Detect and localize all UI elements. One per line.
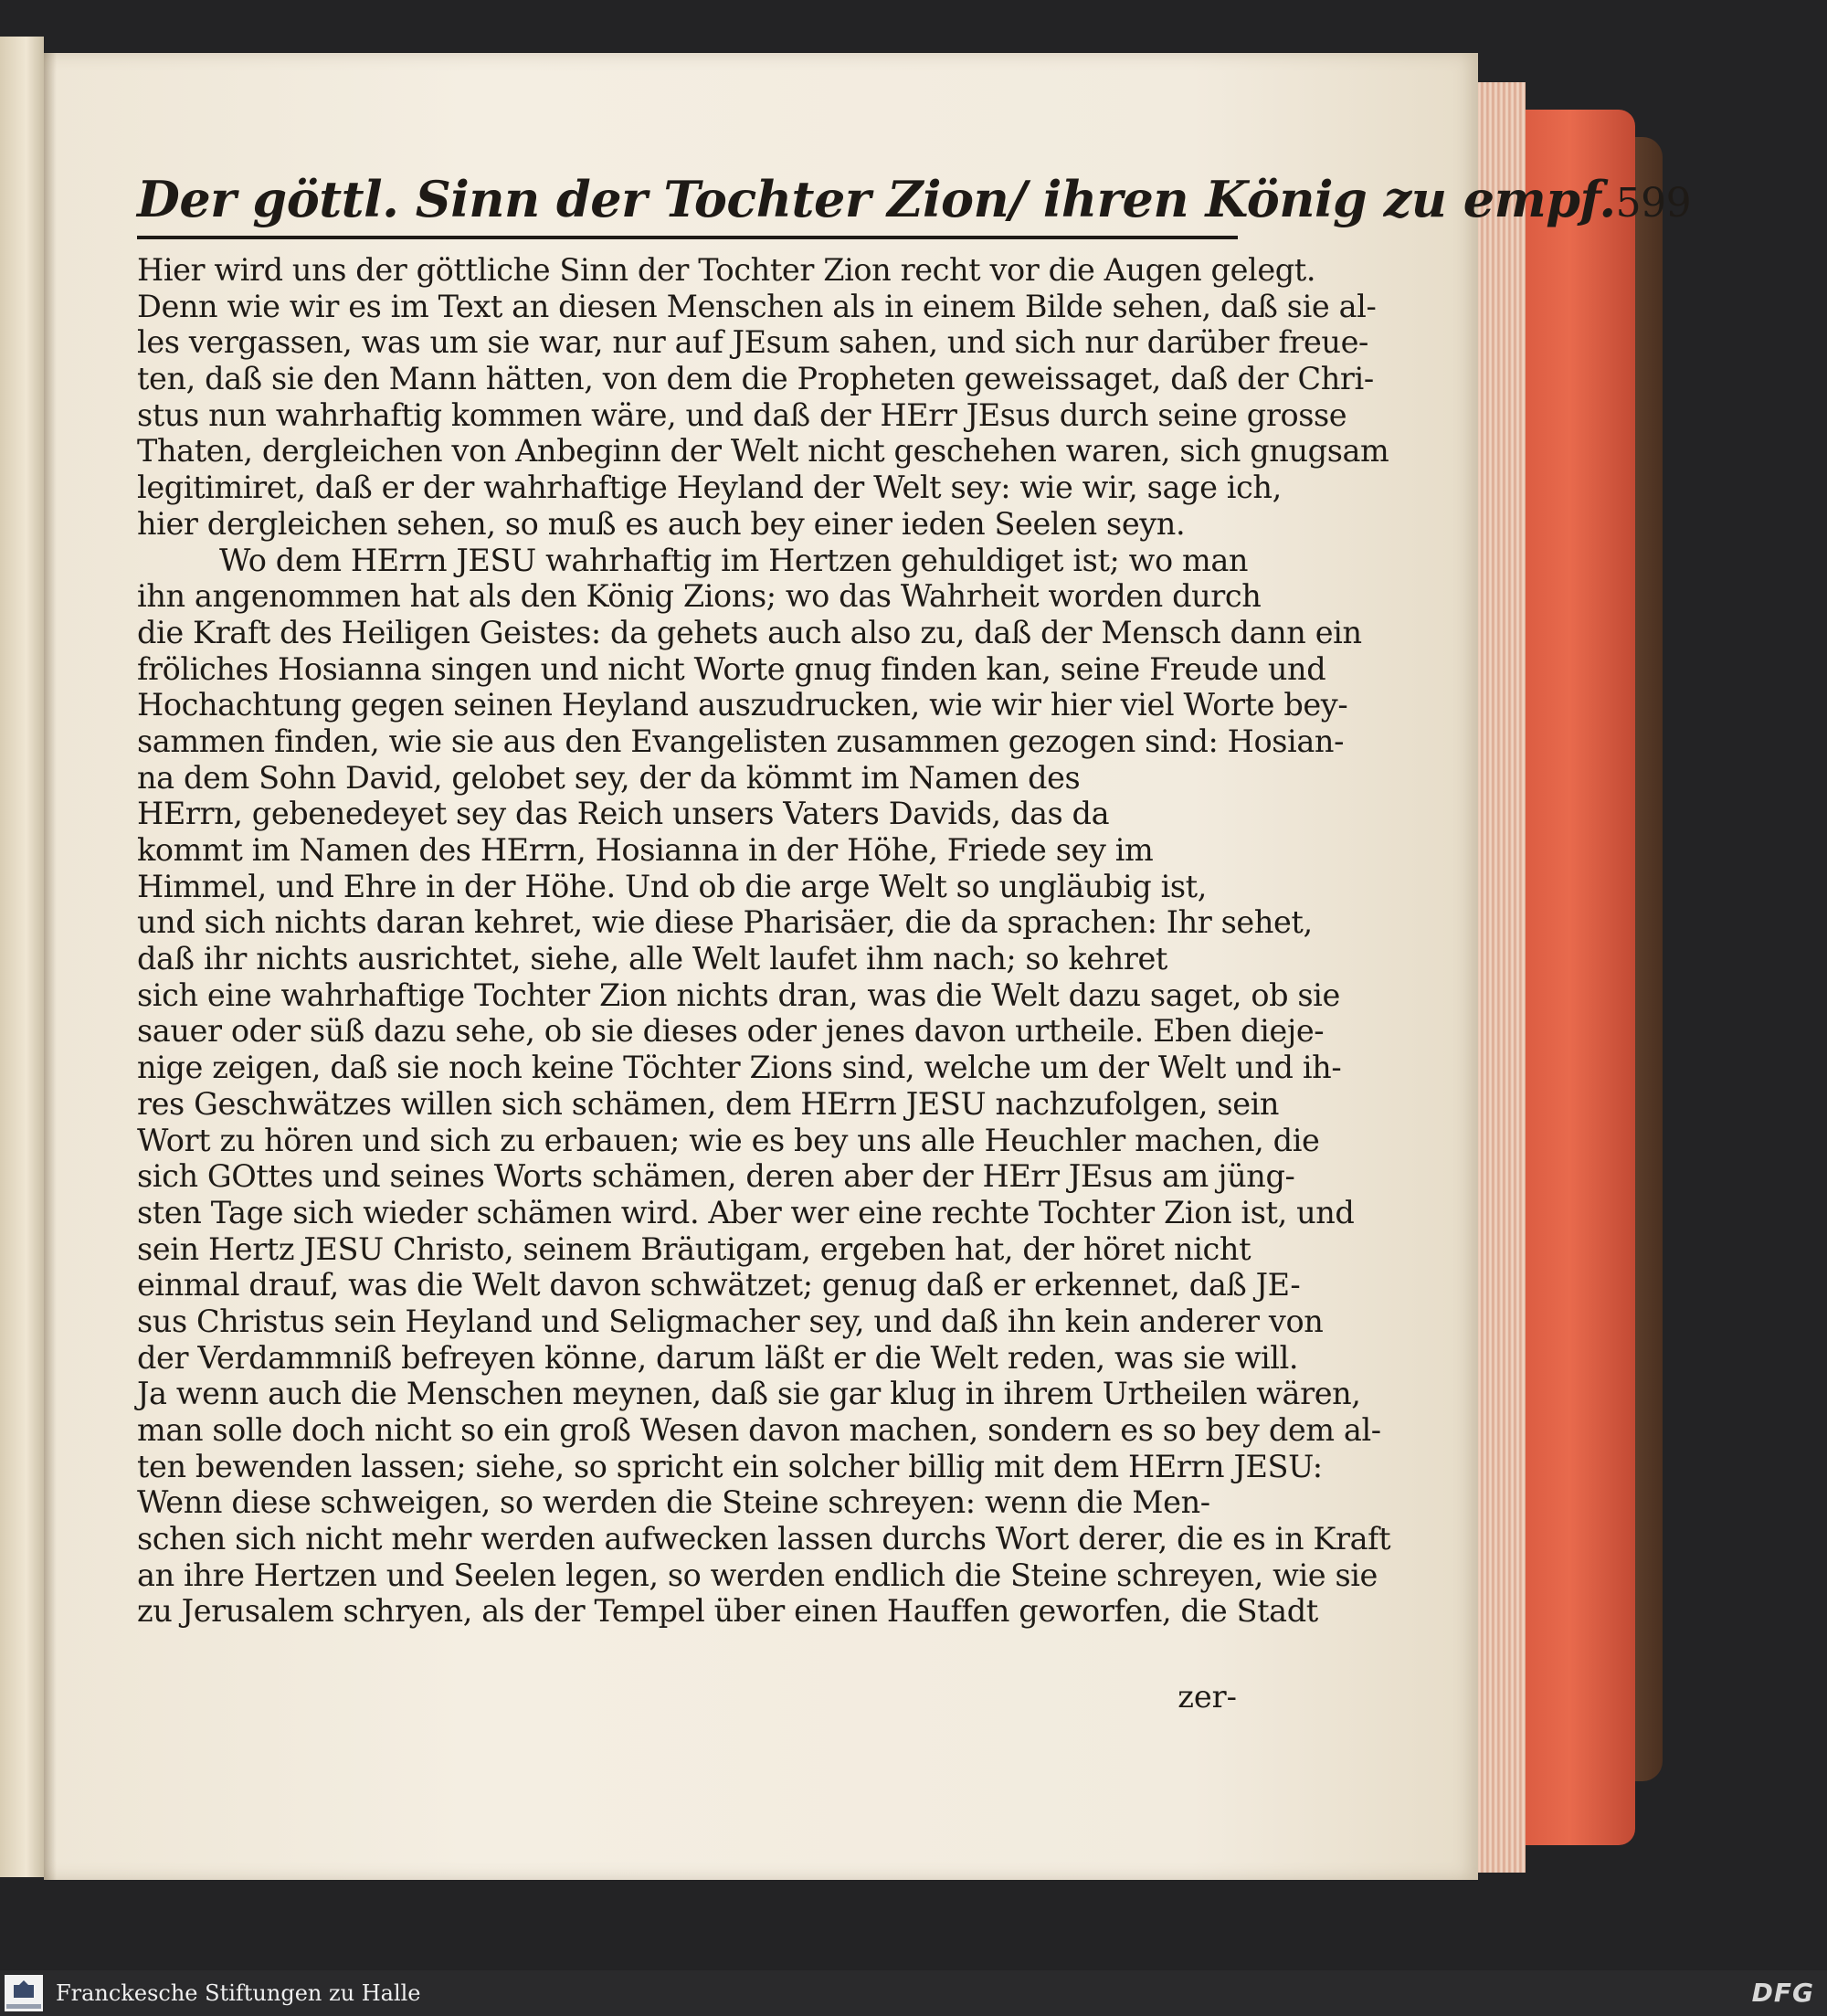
text-line: HErrn, gebenedeyet sey das Reich unsers Vaters Davids, das da <box>137 796 1110 832</box>
running-header-title: Der göttl. Sinn der Tochter Zion/ ihren König zu empf. <box>137 170 1616 228</box>
previous-page-edge <box>0 37 44 1877</box>
text-line: ihn angenommen hat als den König Zions; wo das Wahrheit worden durch <box>137 578 1262 615</box>
catchword: zer- <box>1178 1679 1237 1715</box>
text-line: sus Christus sein Heyland und Seligmacher sey, und daß ihn kein anderer von <box>137 1303 1324 1339</box>
text-line: sich eine wahrhaftige Tochter Zion nichts dran, was die Welt dazu saget, ob sie <box>137 976 1340 1013</box>
text-line: stus nun wahrhaftig kommen wäre, und daß der HErr JEsus durch seine grosse <box>137 396 1347 433</box>
institution-logo-icon <box>5 1975 43 2011</box>
text-line: an ihre Hertzen und Seelen legen, so werden endlich die Steine schreyen, wie sie <box>137 1557 1378 1593</box>
text-line: kommt im Namen des HErrn, Hosianna in der Höhe, Friede sey im <box>137 832 1154 868</box>
page-number: 599 <box>1615 180 1692 227</box>
text-line: Ja wenn auch die Menschen meynen, daß sie gar klug in ihrem Urtheilen wären, <box>137 1376 1361 1412</box>
text-line: Wenn diese schweigen, so werden die Steine schreyen: wenn die Men- <box>137 1484 1210 1521</box>
text-line: ten bewenden lassen; siehe, so spricht ein solcher billig mit dem HErrn JESU: <box>137 1448 1323 1484</box>
text-line: sein Hertz JESU Christo, seinem Bräutigam, ergeben hat, der höret nicht <box>137 1230 1251 1267</box>
text-line: Himmel, und Ehre in der Höhe. Und ob die arge Welt so ungläubig ist, <box>137 868 1207 904</box>
text-line: Denn wie wir es im Text an diesen Menschen als in einem Bilde sehen, daß sie al- <box>137 288 1377 324</box>
text-line: fröliches Hosianna singen und nicht Worte gnug finden kan, seine Freude und <box>137 650 1326 687</box>
text-line: zu Jerusalem schryen, als der Tempel über einen Hauffen geworfen, die Stadt <box>137 1593 1318 1630</box>
text-line: man solle doch nicht so ein groß Wesen davon machen, sondern es so bey dem al- <box>137 1412 1381 1448</box>
text-line: daß ihr nichts ausrichtet, siehe, alle Welt laufet ihm nach; so kehret <box>137 941 1167 977</box>
text-line: Hochachtung gegen seinen Heyland auszudrucken, wie wir hier viel Worte bey- <box>137 687 1348 723</box>
header-rule <box>137 236 1238 239</box>
text-line: ten, daß sie den Mann hätten, von dem die Propheten geweissaget, daß der Chri- <box>137 361 1374 397</box>
page-gutter-shadow <box>44 53 57 1880</box>
text-line: Wort zu hören und sich zu erbauen; wie es bey uns alle Heuchler machen, die <box>137 1122 1320 1158</box>
text-line: einmal drauf, was die Welt davon schwätzet; genug daß er erkennet, daß JE- <box>137 1267 1301 1304</box>
text-line: legitimiret, daß er der wahrhaftige Heyland der Welt sey: wie wir, sage ich, <box>137 470 1282 506</box>
text-line: Wo dem HErrn JESU wahrhaftig im Hertzen gehuldiget ist; wo man <box>219 542 1249 578</box>
text-line: Hier wird uns der göttliche Sinn der Tochter Zion recht vor die Augen gelegt. <box>137 252 1316 288</box>
text-line: na dem Sohn David, gelobet sey, der da kömmt im Namen des <box>137 759 1081 796</box>
book-cover-red-edge <box>1516 110 1635 1845</box>
text-line: sammen finden, wie sie aus den Evangelisten zusammen gezogen sind: Hosian- <box>137 723 1344 759</box>
text-line: res Geschwätzes willen sich schämen, dem HErrn JESU nachzufolgen, sein <box>137 1085 1280 1122</box>
text-line: schen sich nicht mehr werden aufwecken lassen durchs Wort derer, die es in Kraft <box>137 1521 1391 1557</box>
text-line: sich GOttes und seines Worts schämen, deren aber der HErr JEsus am jüng- <box>137 1158 1295 1195</box>
body-text <box>137 252 1391 1630</box>
text-line: die Kraft des Heiligen Geistes: da gehets auch also zu, daß der Mensch dann ein <box>137 614 1362 650</box>
text-line: hier dergleichen sehen, so muß es auch bey einer ieden Seelen seyn. <box>137 505 1186 542</box>
text-line: sten Tage sich wieder schämen wird. Aber wer eine rechte Tochter Zion ist, und <box>137 1194 1355 1230</box>
viewer-footer-bar <box>0 1970 1827 2016</box>
running-header <box>137 170 1692 230</box>
text-line: und sich nichts daran kehret, wie diese Pharisäer, die da sprachen: Ihr sehet, <box>137 904 1313 941</box>
page-text-block <box>137 170 1692 1630</box>
text-line: sauer oder süß dazu sehe, ob sie dieses oder jenes davon urtheile. Eben dieje- <box>137 1013 1325 1050</box>
text-line: Thaten, dergleichen von Anbeginn der Welt nicht geschehen waren, sich gnugsam <box>137 433 1389 470</box>
text-line: nige zeigen, daß sie noch keine Töchter Zions sind, welche um der Welt und ih- <box>137 1050 1342 1086</box>
text-line: les vergassen, was um sie war, nur auf JEsum sahen, und sich nur darüber freue- <box>137 324 1368 361</box>
dfg-logo: DFG <box>1751 1978 1814 2008</box>
text-line: der Verdammniß befreyen könne, darum läßt er die Welt reden, was sie will. <box>137 1339 1299 1376</box>
institution-name: Franckesche Stiftungen zu Halle <box>56 1980 421 2006</box>
